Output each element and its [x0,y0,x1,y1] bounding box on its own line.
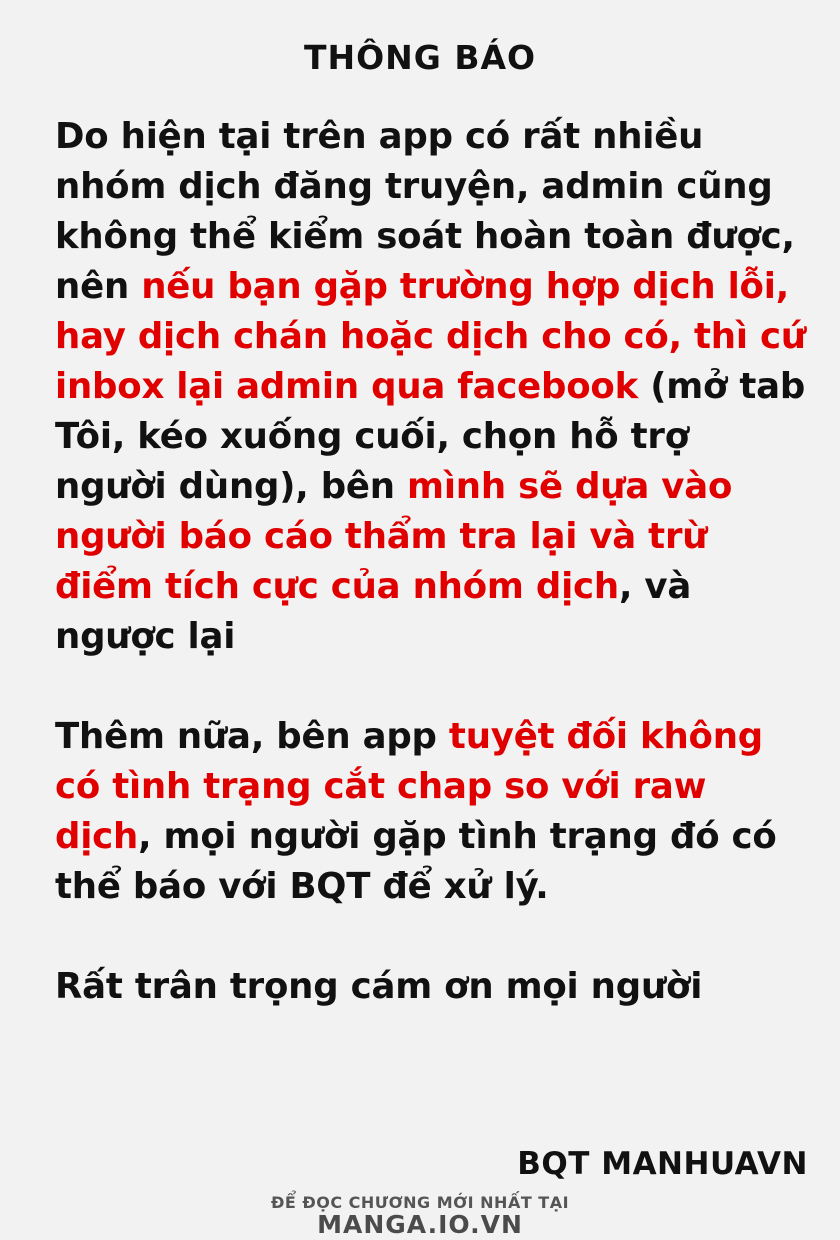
watermark-line-2: MANGA.IO.VN [317,1209,523,1239]
watermark [0,1192,840,1239]
paragraph-1-segment-4: mình sẽ dựa vào người báo cáo thẩm tra lại và trừ điểm tích cực của nhóm dịch [55,466,733,607]
paragraph-1-segment-5: , và ngược lại [55,566,692,657]
watermark-line-1: ĐỂ ĐỌC CHƯƠNG MỚI NHẤT TẠI [270,1192,570,1212]
paragraph-1-segment-2: nếu bạn gặp trường hợp dịch lỗi, hay dịch chán hoặc dịch cho có, thì cứ inbox lại admin qua facebook [55,266,806,407]
paragraph-2-segment-1: Thêm nữa, bên app [55,716,449,757]
paragraph-2-segment-3: , mọi người gặp tình trạng đó có thể báo với BQT để xử lý. [55,816,777,907]
paragraph-1-segment-1: Do hiện tại trên app có rất nhiều nhóm dịch đăng truyện, admin cũng không thể kiểm soát hoàn toàn được, nên [55,116,795,307]
signature: BQT MANHUAVN [517,1146,808,1182]
paragraph-2-segment-2: tuyệt đối không có tình trạng cắt chap so với raw dịch [55,716,763,857]
page-title: THÔNG BÁO [303,38,537,77]
paragraph-1-segment-3: (mở tab Tôi, kéo xuống cuối, chọn hỗ trợ người dùng), bên [55,366,806,507]
paragraph-2 [55,712,810,912]
paragraph-3 [55,962,810,1012]
paragraph-3-segment-1: Rất trân trọng cám ơn mọi người [55,966,703,1007]
paragraph-1 [55,112,810,662]
announcement-body [55,112,810,1012]
